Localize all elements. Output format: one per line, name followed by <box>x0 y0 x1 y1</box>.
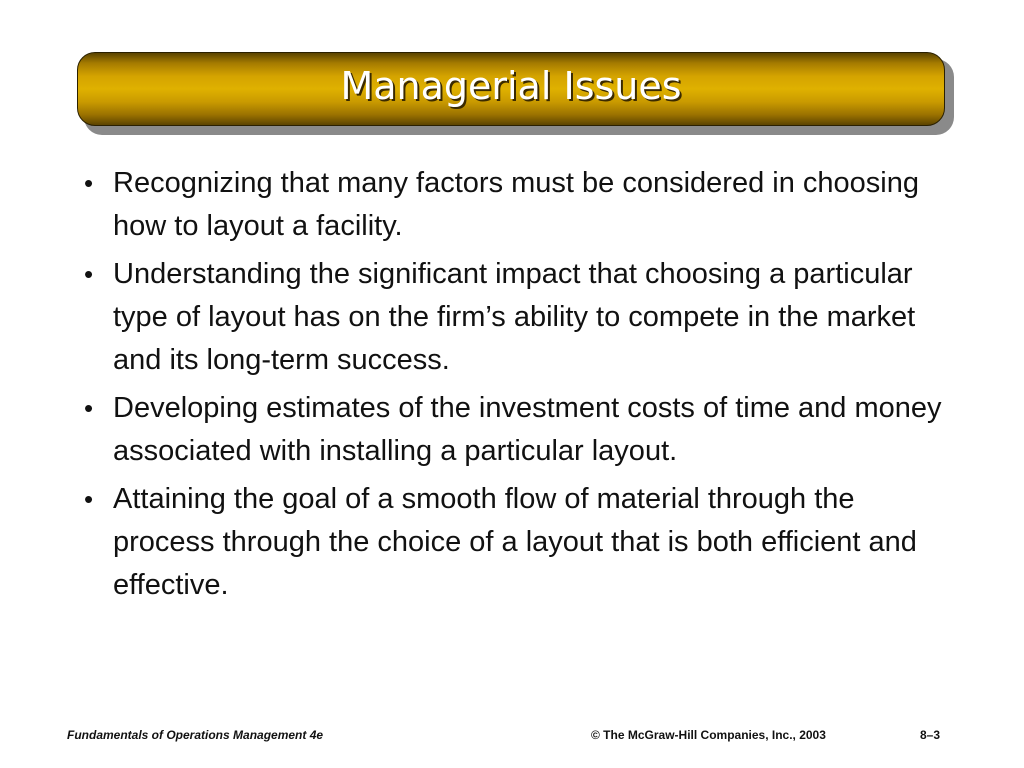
bullet-item <box>84 162 954 248</box>
bullet-list <box>84 162 954 612</box>
title-bar <box>77 52 945 126</box>
bullet-icon: • <box>84 168 94 198</box>
footer-copyright: © The McGraw-Hill Companies, Inc., 2003 <box>591 728 826 742</box>
bullet-text: Developing estimates of the investment costs of time and money associated with installing a particular layout. <box>113 392 942 467</box>
bullet-icon: • <box>84 259 94 289</box>
bullet-icon: • <box>84 484 94 514</box>
footer-page-number: 8–3 <box>920 728 941 742</box>
bullet-text: Attaining the goal of a smooth flow of material through the process through the choice of a layout that is both efficient and effective. <box>113 483 917 601</box>
bullet-item <box>84 253 954 382</box>
slide-title: Managerial Issues <box>340 64 682 108</box>
bullet-icon: • <box>84 393 94 423</box>
bullet-text: Understanding the significant impact that choosing a particular type of layout has on the firm’s ability to compete in the market and its long-term success. <box>113 258 916 376</box>
bullet-text: Recognizing that many factors must be considered in choosing how to layout a facility. <box>113 167 919 242</box>
footer-book-title: Fundamentals of Operations Management 4e <box>67 728 324 742</box>
bullet-item <box>84 478 954 607</box>
bullet-item <box>84 387 954 473</box>
